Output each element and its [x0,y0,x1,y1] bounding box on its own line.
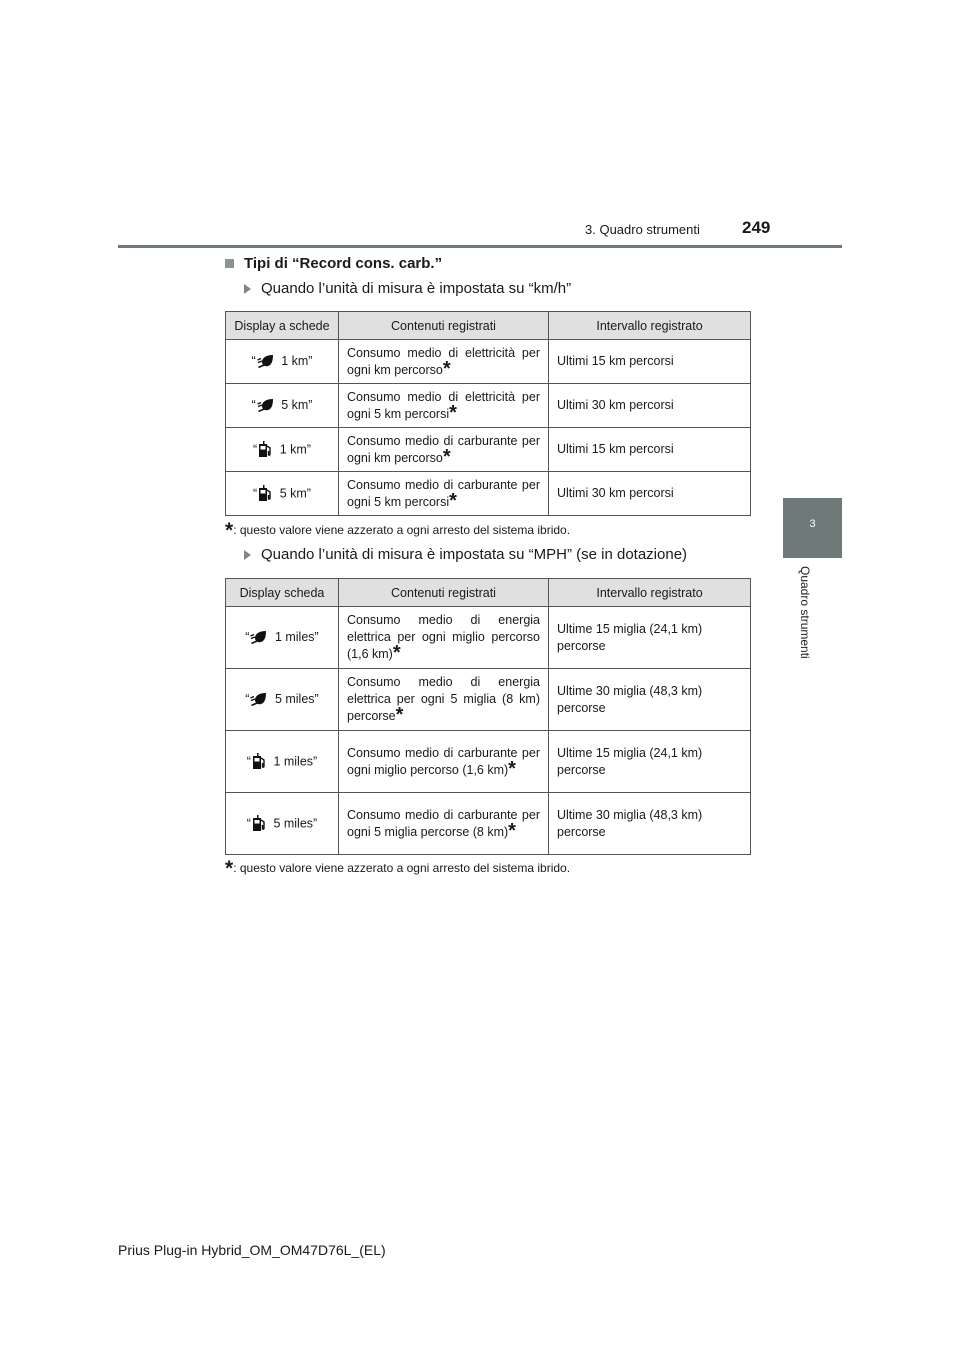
open-quote: “ [251,354,256,368]
content-cell [339,472,549,516]
ev-plug-icon [256,398,278,412]
interval-cell [549,428,751,472]
content-cell [339,340,549,384]
content-text: Consumo medio di elettricità per ogni km percorso [347,345,540,377]
page-number: 249 [742,218,771,237]
footnote-marker: * [225,857,234,880]
table-row [226,384,751,428]
interval-cell [549,793,751,855]
display-label: 5 miles” [271,692,319,706]
interval-text: Ultime 30 miglia (48,3 km) percorse [557,807,703,839]
interval-cell [549,472,751,516]
content-text: Consumo medio di energia elettrica per ogni 5 miglia (8 km) percorse [347,675,540,723]
interval-cell [549,384,751,428]
content-text: Consumo medio di carburante per ogni miglio percorso (1,6 km) [347,745,540,777]
triangle-bullet-icon [244,284,251,294]
display-cell [226,428,339,472]
table-row [226,669,751,731]
column-header: Display scheda [226,579,339,607]
km-footnote [225,519,570,543]
mph-table [225,578,751,855]
table-row [226,607,751,669]
table-row [226,472,751,516]
display-cell [226,384,339,428]
footnote-marker: * [225,519,234,542]
display-label: 1 miles” [271,630,319,644]
fuel-pump-icon [251,816,270,830]
header-section-title: 3. Quadro strumenti [585,222,700,237]
column-header: Contenuti registrati [339,579,549,607]
open-quote: “ [245,692,250,706]
mph-footnote [225,857,570,881]
footnote-marker: * [392,642,401,664]
interval-text: Ultimi 15 km percorsi [557,354,674,368]
display-cell [226,669,339,731]
display-label: 1 km” [277,354,313,368]
display-label: 5 km” [276,485,311,500]
mph-subheading-text: Quando l’unità di misura è impostata su “MPH” (se in dotazione) [261,546,688,563]
content-cell [339,428,549,472]
square-bullet-icon [225,259,234,268]
content-cell [339,607,549,669]
interval-cell [549,607,751,669]
table-header-row [226,312,751,340]
km-table [225,311,751,516]
chapter-side-title: Quadro strumenti [798,566,812,659]
content-cell [339,384,549,428]
chapter-tab-number: 3 [809,518,816,530]
document-footer: Prius Plug-in Hybrid_OM_OM47D76L_(EL) [118,1242,386,1258]
content-cell [339,731,549,793]
triangle-bullet-icon [244,550,251,560]
content-text: Consumo medio di carburante per ogni 5 miglia percorse (8 km) [347,807,540,839]
ev-plug-icon [256,354,278,368]
table-header-row [226,579,751,607]
chapter-tab [783,498,842,558]
interval-cell [549,669,751,731]
footnote-marker: * [442,357,451,380]
table-row [226,793,751,855]
open-quote: “ [246,753,251,768]
interval-text: Ultime 15 miglia (24,1 km) percorse [557,745,703,777]
footnote-marker: * [449,489,457,512]
interval-cell [549,731,751,793]
km-footnote-text: : questo valore viene azzerato a ogni arresto del sistema ibrido. [233,523,571,537]
table-row [226,731,751,793]
display-cell [226,607,339,669]
header-divider [118,245,842,248]
interval-text: Ultime 30 miglia (48,3 km) percorse [557,683,703,715]
display-cell [226,793,339,855]
content-text: Consumo medio di elettricità per ogni 5 km percorsi [347,389,540,421]
section-heading-text: Tipi di “Record cons. carb.” [244,255,443,272]
display-label: 5 km” [277,398,313,412]
fuel-pump-icon [251,754,270,768]
content-cell [339,793,549,855]
column-header: Intervallo registrato [549,312,751,340]
km-subheading [244,280,571,297]
display-label: 5 miles” [269,815,318,830]
table-row [226,428,751,472]
content-text: Consumo medio di carburante per ogni 5 km percorsi [347,477,540,509]
display-cell [226,340,339,384]
section-heading [225,255,442,272]
ev-plug-icon [249,692,271,706]
interval-text: Ultimi 30 km percorsi [557,398,674,412]
column-header: Contenuti registrati [339,312,549,340]
interval-text: Ultimi 30 km percorsi [557,486,674,500]
ev-plug-icon [249,630,271,644]
interval-cell [549,340,751,384]
mph-subheading [244,546,687,563]
mph-footnote-text: : questo valore viene azzerato a ogni arresto del sistema ibrido. [233,861,571,875]
open-quote: “ [245,630,250,644]
open-quote: “ [246,815,251,830]
footnote-marker: * [449,401,457,424]
table-row [226,340,751,384]
footnote-marker: * [442,445,451,468]
km-subheading-text: Quando l’unità di misura è impostata su “km/h” [261,280,572,297]
open-quote: “ [253,485,258,500]
footnote-marker: * [395,704,404,726]
interval-text: Ultime 15 miglia (24,1 km) percorse [557,621,703,653]
content-cell [339,669,549,731]
open-quote: “ [251,398,256,412]
display-label: 1 miles” [269,753,318,768]
footnote-marker: * [508,819,516,842]
column-header: Display a schede [226,312,339,340]
column-header: Intervallo registrato [549,579,751,607]
fuel-pump-icon [257,486,276,500]
content-text: Consumo medio di energia elettrica per ogni miglio percorso (1,6 km) [347,613,540,661]
footnote-marker: * [508,757,516,780]
interval-text: Ultimi 15 km percorsi [557,442,674,456]
display-cell [226,731,339,793]
open-quote: “ [253,441,258,456]
fuel-pump-icon [257,442,276,456]
display-cell [226,472,339,516]
display-label: 1 km” [276,441,311,456]
content-text: Consumo medio di carburante per ogni km percorso [347,433,540,465]
